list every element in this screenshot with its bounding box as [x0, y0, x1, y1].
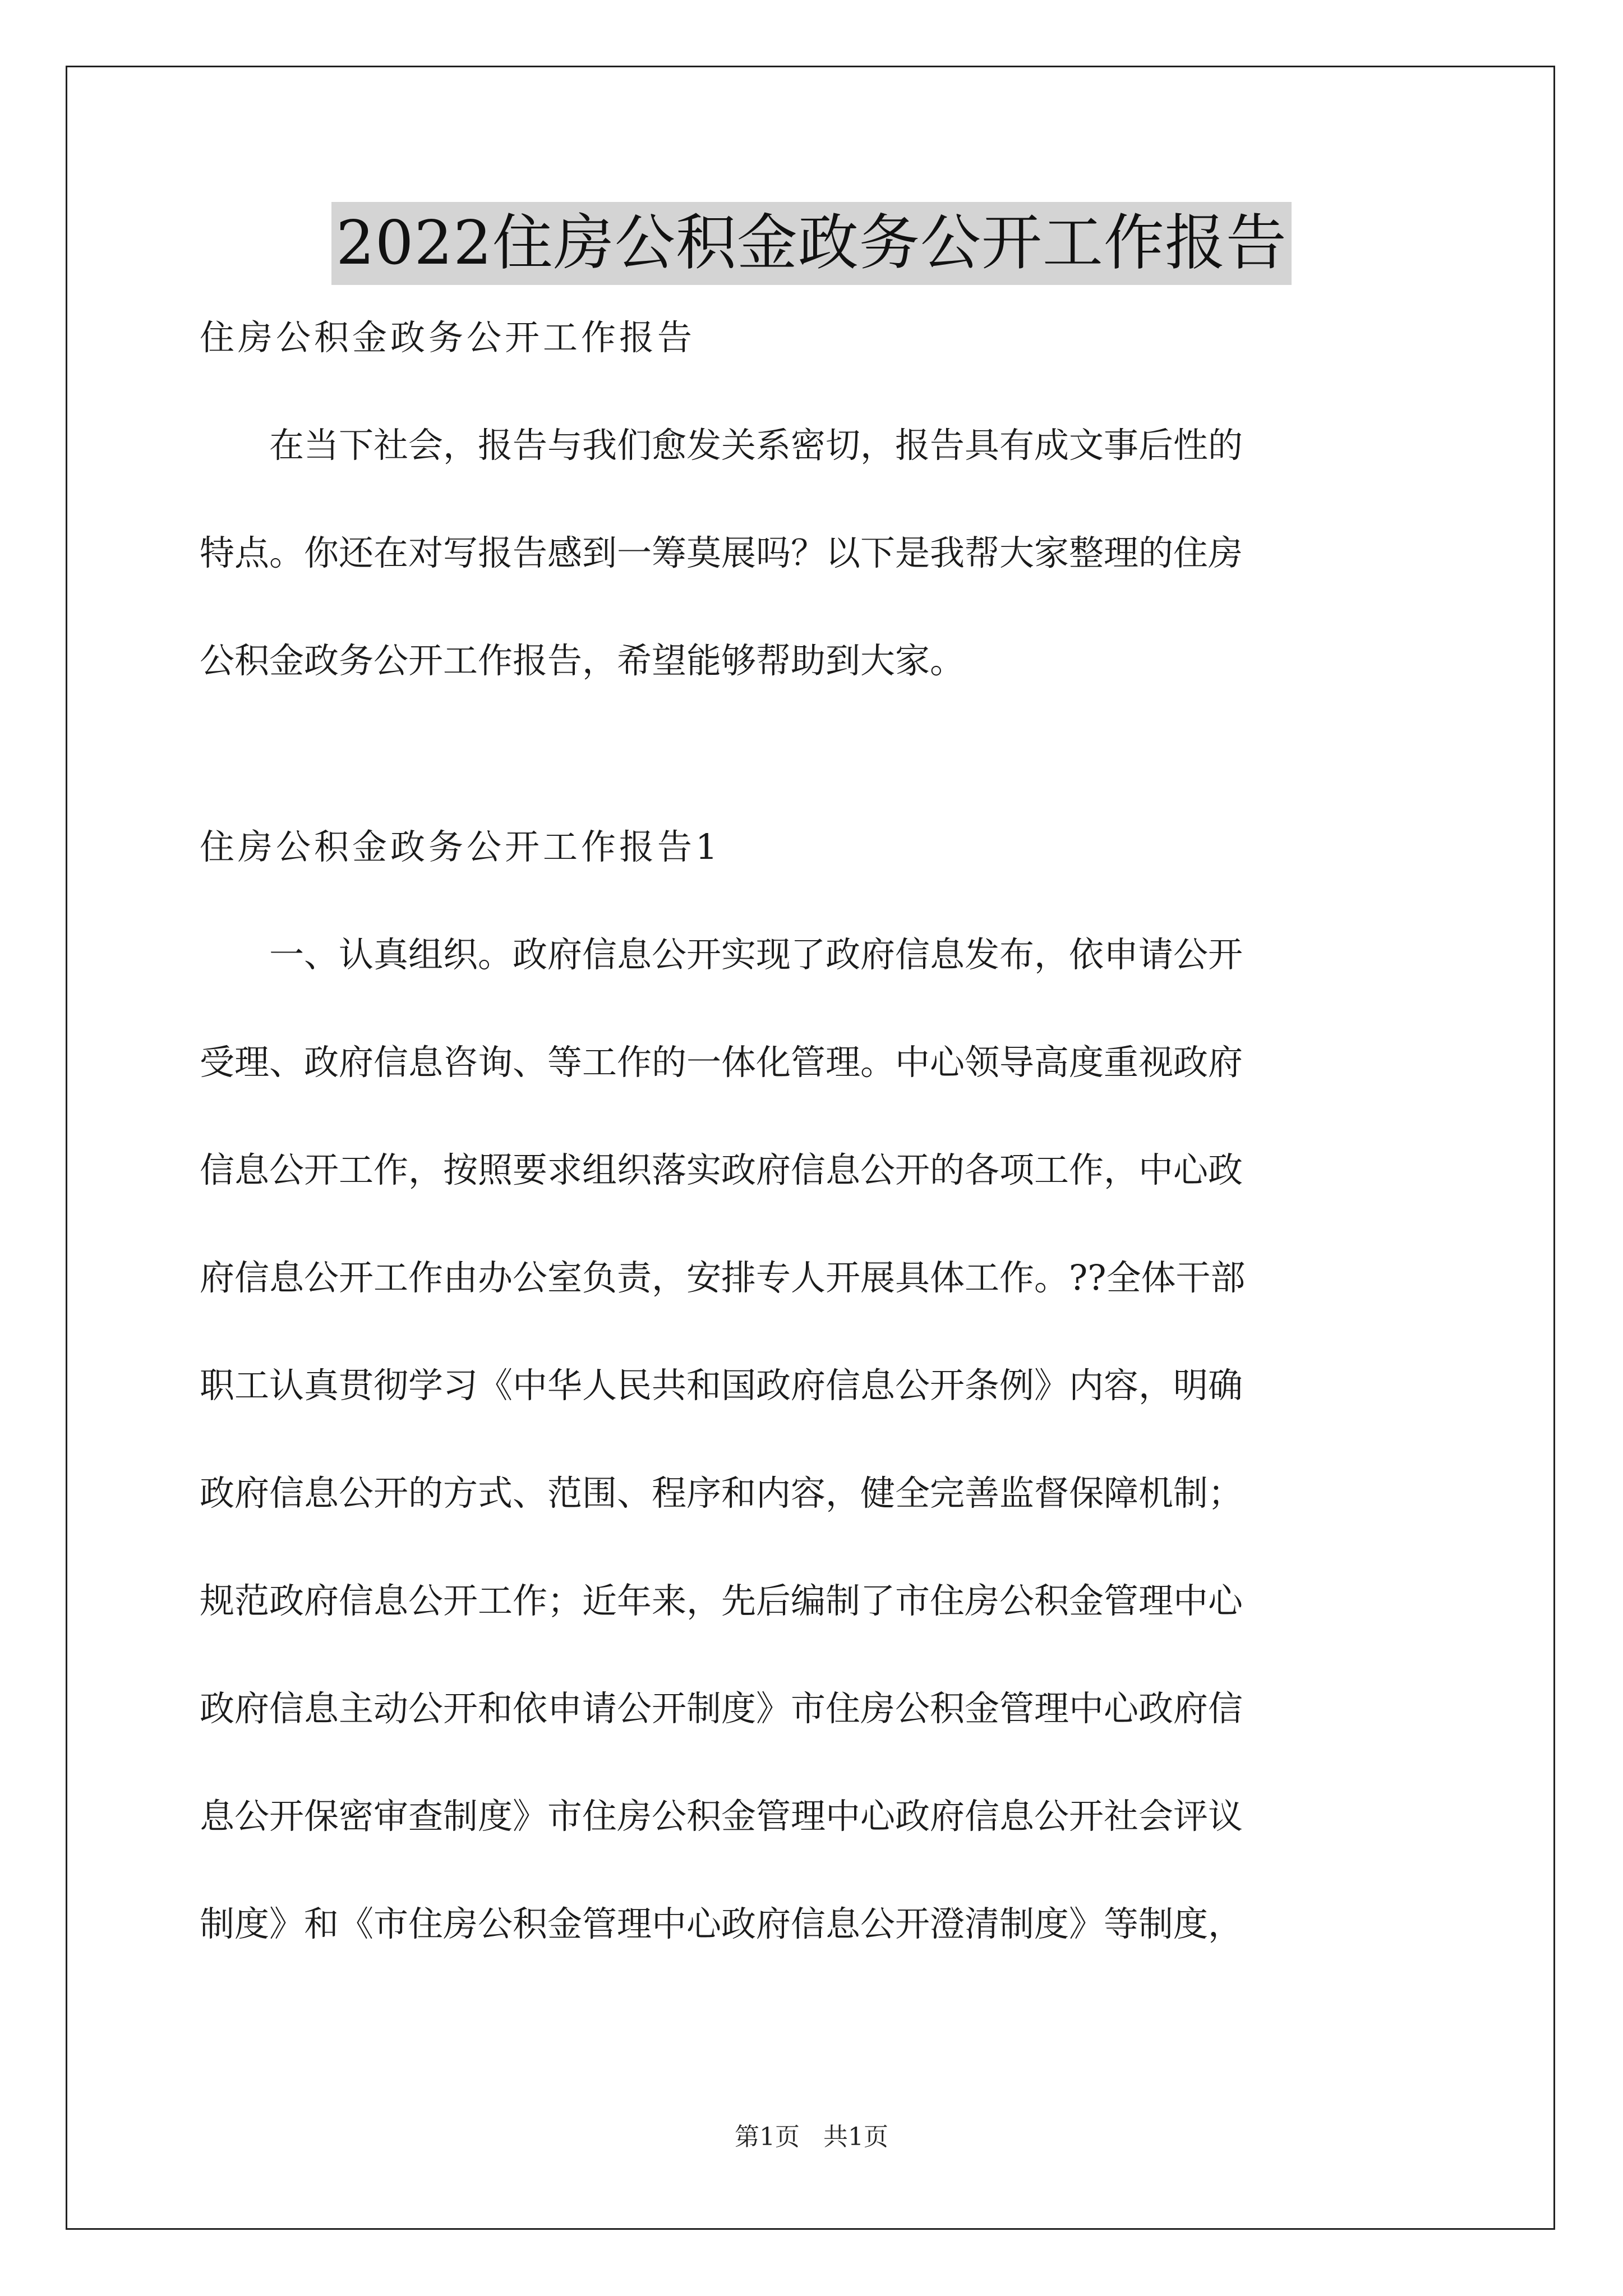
section-line: 府信息公开工作由办公室负责，安排专人开展具体工作。??全体干部	[200, 1257, 1246, 1298]
page-footer	[0, 2120, 1623, 2154]
title-container	[0, 202, 1623, 285]
page-number: 第1页	[735, 2123, 800, 2151]
section-line: 规范政府信息公开工作；近年来，先后编制了市住房公积金管理中心	[200, 1580, 1243, 1621]
section-line: 受理、政府信息咨询、等工作的一体化管理。中心领导高度重视政府	[200, 1042, 1243, 1083]
spacer	[200, 372, 1428, 411]
section-line: 信息公开工作，按照要求组织落实政府信息公开的各项工作，中心政	[200, 1149, 1243, 1190]
intro-line: 特点。你还在对写报告感到一筹莫展吗？以下是我帮大家整理的住房	[200, 532, 1243, 573]
intro-line: 在当下社会，报告与我们愈发关系密切，报告具有成文事后性的	[269, 425, 1243, 466]
intro-line: 公积金政务公开工作报告，希望能够帮助到大家。	[200, 640, 965, 681]
section-line: 制度》和《市住房公积金管理中心政府信息公开澄清制度》等制度，	[200, 1903, 1243, 1944]
page-total: 共1页	[823, 2123, 888, 2151]
section-heading: 住房公积金政务公开工作报告1	[200, 826, 721, 867]
document-heading: 住房公积金政务公开工作报告	[200, 317, 696, 358]
section-line: 职工认真贯彻学习《中华人民共和国政府信息公开条例》内容，明确	[200, 1365, 1243, 1406]
document-title: 2022住房公积金政务公开工作报告	[331, 202, 1292, 285]
section-line: 政府信息公开的方式、范围、程序和内容，健全完善监督保障机制；	[200, 1473, 1243, 1513]
section-line: 政府信息主动公开和依申请公开制度》市住房公积金管理中心政府信	[200, 1688, 1243, 1729]
spacer	[200, 882, 1428, 920]
document-body	[200, 303, 1428, 1959]
section-line: 一、认真组织。政府信息公开实现了政府信息发布，依申请公开	[269, 934, 1243, 975]
spacer	[200, 696, 1428, 812]
section-line: 息公开保密审查制度》市住房公积金管理中心政府信息公开社会评议	[200, 1796, 1243, 1837]
